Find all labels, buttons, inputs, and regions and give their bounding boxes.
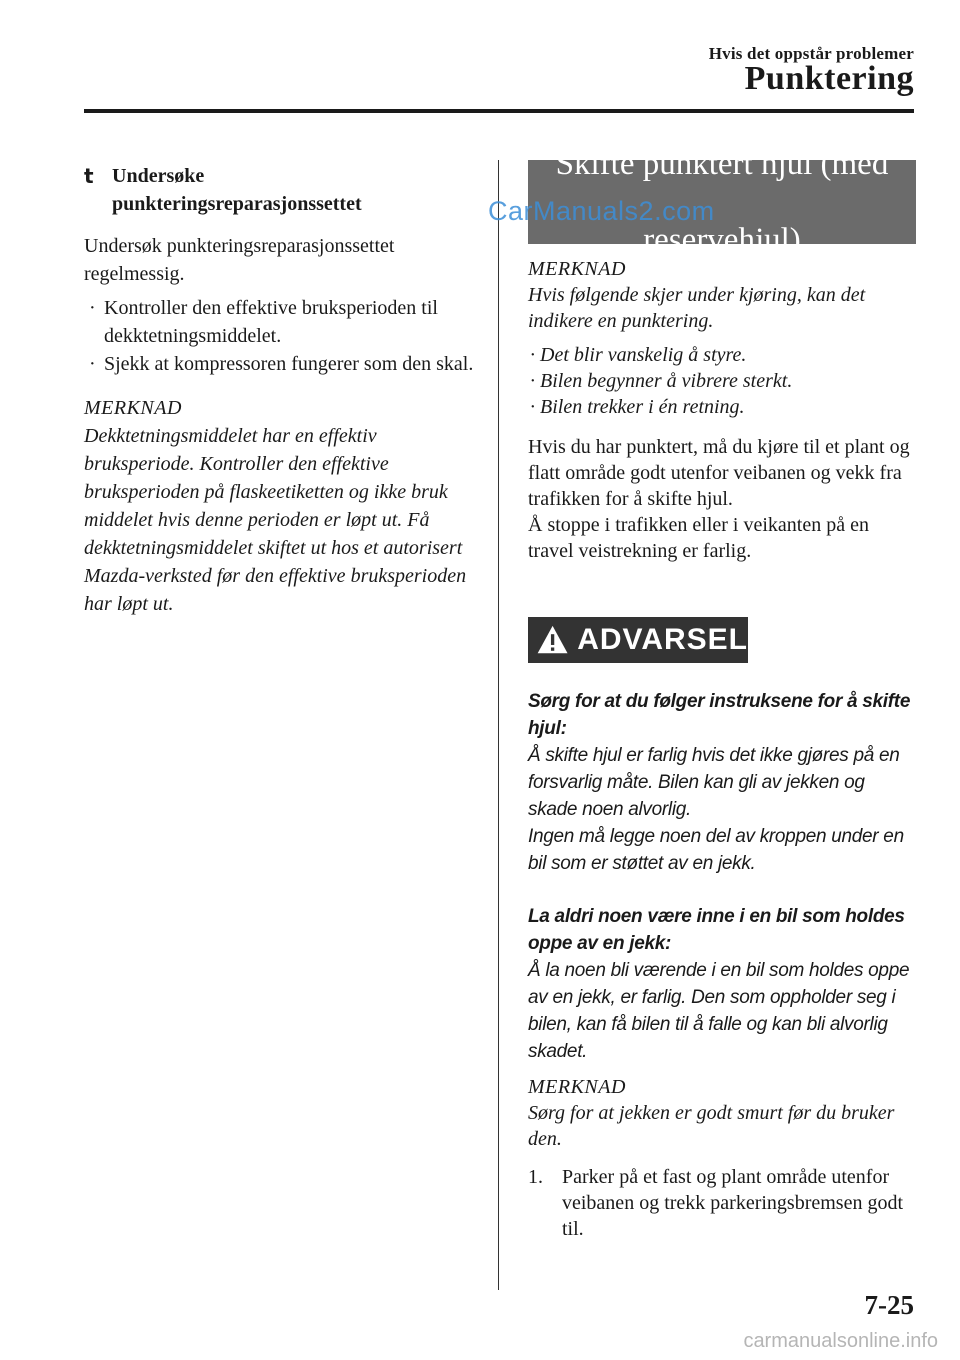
warning-text: Ingen må legge noen del av kroppen under en bil som er støttet av en jekk.	[528, 826, 904, 874]
section-marker-icon: t	[84, 164, 94, 188]
step-number: 1.	[528, 1166, 543, 1188]
right-column-lower	[528, 1074, 916, 1242]
header-rule	[84, 109, 914, 113]
step-text: Parker på et fast og plant område utenfor veibanen og trekk parkeringsbremsen godt til.	[562, 1166, 904, 1240]
section-heading	[84, 162, 474, 218]
column-divider	[498, 160, 499, 1290]
section-heading-line1: Undersøke	[112, 165, 205, 187]
list-item	[528, 1164, 916, 1242]
banner-line1: Skifte punktert hjul (med	[555, 146, 889, 182]
warning-heading: La aldri noen være inne i en bil som holdes oppe av en jekk:	[528, 906, 905, 954]
banner-line2: reservehjul)	[643, 222, 801, 258]
warning-triangle-icon	[536, 621, 569, 659]
symptom-list	[528, 342, 916, 420]
note-label: MERKNAD	[528, 1076, 626, 1098]
watermark-text: CarManuals2.com	[488, 196, 715, 226]
body-paragraph: Å stoppe i trafikken eller i veikanten på en travel veistrekning er farlig.	[528, 514, 869, 562]
warning-badge	[528, 617, 748, 663]
list-item: · Bilen trekker i én retning.	[530, 396, 745, 418]
note-text: Hvis følgende skjer under kjøring, kan det indikere en punktering.	[528, 284, 866, 332]
list-item: · Bilen begynner å vibrere sterkt.	[530, 370, 793, 392]
running-header-section: Hvis det oppstår problemer	[708, 44, 914, 63]
note-label: MERKNAD	[84, 397, 182, 419]
list-item: · Kontroller den effektive bruksperioden til dekktetningsmiddelet.	[84, 294, 474, 350]
warning-text: Å skifte hjul er farlig hvis det ikke gjøres på en forsvarlig måte. Bilen kan gli av jekken og skade noen alvorlig.	[528, 745, 900, 820]
intro-paragraph: Undersøk punkteringsreparasjonssettet regelmessig.	[84, 235, 395, 285]
bullet-icon: ·	[530, 344, 535, 366]
warning-label: ADVARSEL	[577, 623, 748, 656]
footer-watermark: carmanualsonline.info	[743, 1330, 938, 1352]
section-heading-line2: punkteringsreparasjonssettet	[112, 193, 362, 215]
bullet-icon: ·	[89, 353, 96, 375]
note-text: Dekktetningsmiddelet har en effektiv bruksperiode. Kontroller den effektive bruksperioden på flaskeetiketten og ikke bruk middelet hvis denne perioden er løpt ut. Få dekktetningsmiddelet skiftet ut hos et autorisert Mazda-verksted før den effektive bruksperioden har løpt ut.	[84, 425, 467, 615]
steps-list	[528, 1164, 916, 1242]
list-item: · Sjekk at kompressoren fungerer som den skal.	[84, 350, 474, 378]
bullet-icon: ·	[89, 297, 96, 319]
list-item: · Det blir vanskelig å styre.	[530, 344, 747, 366]
left-column	[84, 162, 474, 618]
warning-text-block	[528, 688, 918, 1065]
body-paragraph: Hvis du har punktert, må du kjøre til et plant og flatt område godt utenfor veibanen og vekk fra trafikken for å skifte hjul.	[528, 436, 910, 510]
note-text: Sørg for at jekken er godt smurt før du bruker den.	[528, 1102, 895, 1150]
page-number: 7-25	[864, 1290, 914, 1320]
running-header-title: Punktering	[744, 60, 914, 97]
warning-heading: Sørg for at du følger instruksene for å skifte hjul:	[528, 691, 911, 739]
right-column-upper	[528, 256, 916, 564]
bullet-icon: ·	[530, 370, 535, 392]
check-list	[84, 294, 474, 378]
note-label: MERKNAD	[528, 258, 626, 280]
bullet-icon: ·	[530, 396, 535, 418]
warning-text: Å la noen bli værende i en bil som holdes oppe av en jekk, er farlig. Den som oppholder seg i bilen, kan få bilen til å falle og kan bli alvorlig skadet.	[528, 960, 910, 1062]
